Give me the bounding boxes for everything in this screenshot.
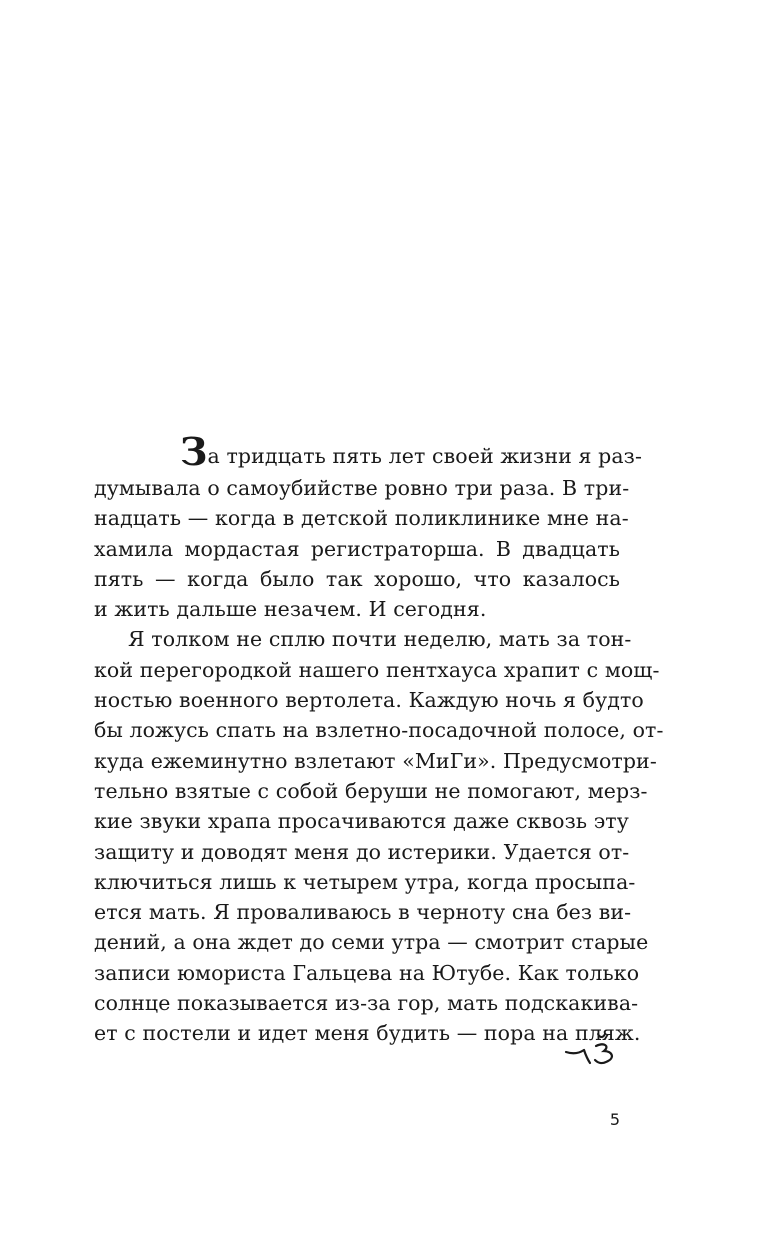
text-line-12: тельно взятые с собой беруши не помогают, мерз- — [94, 778, 648, 803]
text-line-6: и жить дальше незачем. И сегодня. — [94, 597, 487, 622]
text-line-18: записи юмориста Гальцева на Ютубе. Как только — [94, 960, 640, 985]
text-line-14: защиту и доводят меня до истерики. Удается от- — [94, 839, 630, 864]
text-line-16: ется мать. Я проваливаюсь в черноту сна без ви- — [94, 900, 632, 925]
text-line-19: солнце показывается из-за гор, мать подскакива- — [94, 991, 639, 1016]
text-line-15: ключиться лишь к четырем утра, когда просыпа- — [94, 869, 636, 894]
text-line-1-rest: а тридцать пять лет своей жизни я раз- — [207, 444, 642, 468]
text-line-8: кой перегородкой нашего пентхауса храпит с мощ- — [94, 657, 660, 682]
text-line-4: хамила мордастая регистраторша. В двадцать — [94, 536, 620, 561]
curl-ornament-icon — [562, 1030, 622, 1070]
page-number: 5 — [609, 1110, 620, 1129]
drop-cap: З — [180, 429, 208, 474]
text-line-1 — [94, 429, 642, 474]
text-line-20: ет с постели и идет меня будить — пора на пляж. — [94, 1021, 641, 1046]
body-text — [94, 429, 664, 1049]
text-line-17: дений, а она ждет до семи утра — смотрит старые — [94, 930, 649, 955]
text-line-2: думывала о самоубийстве ровно три раза. В три- — [94, 476, 630, 500]
text-line-3: надцать — когда в детской поликлинике мне на- — [94, 506, 629, 531]
text-line-11: куда ежеминутно взлетают «МиГи». Предусмотри- — [94, 748, 657, 773]
text-line-7: Я толком не сплю почти неделю, мать за тон- — [128, 627, 632, 652]
text-line-9: ностью военного вертолета. Каждую ночь я будто — [94, 688, 644, 713]
text-line-13: кие звуки храпа просачиваются даже сквозь эту — [94, 809, 629, 834]
text-line-10: бы ложусь спать на взлетно-посадочной полосе, от- — [94, 718, 664, 743]
text-line-5: пять — когда было так хорошо, что казалось — [94, 566, 620, 591]
